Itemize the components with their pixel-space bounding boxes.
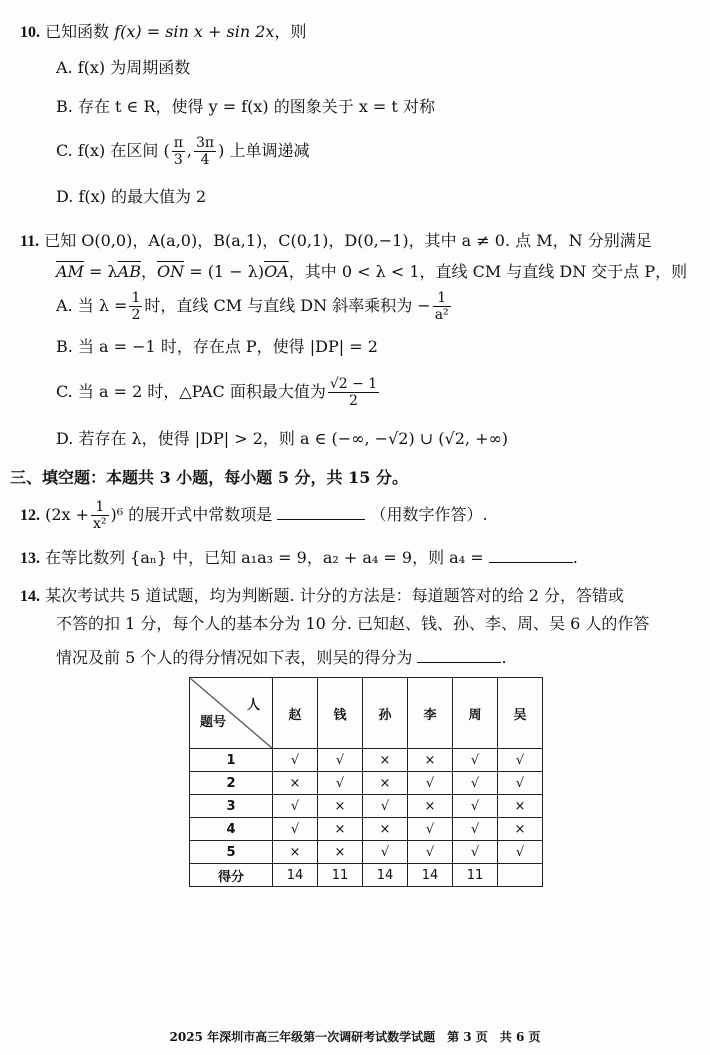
q11-option-c [56, 370, 381, 414]
q13-answer-blank[interactable] [489, 546, 573, 563]
q11-stem-line2 [56, 262, 687, 282]
table-row [190, 795, 543, 818]
q12-line [20, 496, 488, 535]
table-cell: √ [408, 818, 453, 841]
q14-line3-tail: . [501, 648, 507, 667]
table-row [190, 818, 543, 841]
q10-option-c-post: ) 上单调递减 [218, 141, 310, 160]
table-cell: × [318, 841, 363, 864]
q12-frac-den: x² [93, 516, 107, 532]
table-cell: × [363, 749, 408, 772]
table-score-row [190, 864, 543, 887]
page-footer: 2025 年深圳市高三年级第一次调研考试数学试题 第 3 页 共 6 页 [169, 1030, 541, 1044]
q10-option-a-text: f(x) 为周期函数 [77, 58, 191, 77]
q11-option-d-label: D. [56, 429, 74, 448]
table-score-cell [498, 864, 543, 887]
table-score-cell: 14 [363, 864, 408, 887]
table-row [190, 772, 543, 795]
q14-line2: 不答的扣 1 分，每个人的基本分为 10 分. 已知赵、钱、孙、李、周、吴 6 人的作答 [56, 614, 650, 633]
table-cell: √ [318, 749, 363, 772]
q11-stem-comma: ， [140, 262, 157, 281]
table-cell: × [408, 749, 453, 772]
q10-option-a [56, 58, 190, 78]
q11-stem-text: 已知 O(0,0)，A(a,0)，B(a,1)，C(0,1)，D(0,−1)，其中 a ≠ 0. 点 M，N 分别满足 [44, 231, 652, 250]
table-row-question-number: 2 [190, 772, 273, 795]
table-score-label: 得分 [190, 864, 273, 887]
q10-option-b-label: B. [56, 97, 73, 116]
q13-line [20, 546, 578, 569]
table-header-person: 李 [408, 678, 453, 749]
table-cell: √ [453, 795, 498, 818]
q13-number: 13. [20, 550, 40, 567]
q10-option-c-frac2-den: 4 [200, 152, 210, 168]
table-cell: √ [498, 772, 543, 795]
q11-option-d [56, 429, 508, 449]
q11-option-b [56, 337, 378, 357]
q12-frac [91, 499, 109, 532]
q11-vector-ab: $\overline{AB}$ [117, 262, 141, 281]
q11-stem-line1 [20, 231, 652, 252]
q10-option-c: C. f(x) 在区间 ( $\frac{\pi}{3}$ , $\frac{3\pi}{4}$ ) 上单调递减 [56, 135, 310, 168]
q10-option-b-text: 存在 t ∈ R，使得 y = f(x) 的图象关于 x = t 对称 [77, 97, 435, 116]
table-cell: × [273, 841, 318, 864]
q12-post: )⁶ 的展开式中常数项是 [110, 505, 273, 524]
table-cell: √ [498, 749, 543, 772]
q14-line3-text: 情况及前 5 个人的得分情况如下表，则吴的得分为 [56, 648, 413, 667]
q10-option-c-frac2-num: 3π [196, 135, 215, 151]
q12-answer-blank[interactable] [277, 503, 365, 520]
q14-line1-text: 某次考试共 5 道试题，均为判断题. 计分的方法是：每道题答对的给 2 分，答错或 [45, 586, 624, 605]
table-score-cell: 11 [453, 864, 498, 887]
table-header-person: 吴 [498, 678, 543, 749]
q11-stem-line2-tail: ，其中 0 < λ < 1，直线 CM 与直线 DN 交于点 P，则 [288, 262, 688, 281]
q11-option-a-frac1-den: 2 [131, 307, 141, 323]
q14-answer-blank[interactable] [417, 646, 501, 663]
q11-option-a-pre: 当 λ = [77, 296, 128, 315]
table-cell: √ [453, 772, 498, 795]
table-corner-person-label: 人 [246, 698, 260, 713]
q10-option-d [56, 187, 206, 207]
table-header-person: 周 [453, 678, 498, 749]
q10-option-c-pre: f(x) 在区间 ( [77, 141, 170, 160]
table-cell: √ [273, 749, 318, 772]
table-row-question-number: 1 [190, 749, 273, 772]
q12-frac-num: 1 [91, 499, 109, 516]
q11-option-c-label: C. [56, 382, 73, 401]
q11-vector-eq1: = λ [83, 262, 118, 281]
q11-option-a-frac2-num: 1 [433, 290, 451, 307]
table-cell: × [498, 818, 543, 841]
q11-option-a-frac1 [129, 290, 142, 323]
table-cell: × [273, 772, 318, 795]
table-row-question-number: 3 [190, 795, 273, 818]
table-cell: √ [453, 841, 498, 864]
table-cell: √ [408, 841, 453, 864]
table-cell: √ [453, 749, 498, 772]
table-header-person: 赵 [273, 678, 318, 749]
q11-option-d-text: 若存在 λ，使得 |DP| > 2，则 a ∈ (−∞, −√2) ∪ (√2, +∞) [78, 429, 509, 448]
q10-option-c-frac1 [172, 135, 185, 168]
table-score-cell: 11 [318, 864, 363, 887]
table-row [190, 749, 543, 772]
table-row [190, 841, 543, 864]
q11-option-c-pre: 当 a = 2 时，△PAC 面积最大值为 [77, 382, 326, 401]
q13-text: 在等比数列 {aₙ} 中，已知 a₁a₃ = 9，a₂ + a₄ = 9，则 a₄ = [45, 548, 484, 567]
q10-option-b [56, 97, 435, 117]
table-cell: √ [453, 818, 498, 841]
q10-option-a-label: A. [56, 58, 73, 77]
table-cell: √ [498, 841, 543, 864]
q11-option-a-mid: 时，直线 CM 与直线 DN 斜率乘积为 − [144, 296, 431, 315]
q11-option-a [56, 286, 453, 326]
q10-function: f(x) = sin x + sin 2x [114, 22, 275, 41]
table-row-question-number: 4 [190, 818, 273, 841]
table-cell: √ [363, 841, 408, 864]
q11-option-b-label: B. [56, 337, 73, 356]
table-cell: √ [318, 772, 363, 795]
q11-option-a-frac1-num: 1 [131, 290, 141, 306]
q10-stem-tail: ，则 [274, 22, 307, 41]
table-row-question-number: 5 [190, 841, 273, 864]
q11-option-a-label: A. [56, 296, 73, 315]
table-cell: √ [273, 818, 318, 841]
table-cell: √ [273, 795, 318, 818]
table-cell: √ [408, 772, 453, 795]
table-header-person: 孙 [363, 678, 408, 749]
table-cell: × [363, 772, 408, 795]
table-header-row [190, 678, 543, 749]
q10-option-c-label: C. [56, 141, 73, 160]
q12-tail: （用数字作答）. [370, 505, 488, 524]
table-score-cell: 14 [273, 864, 318, 887]
q14-number: 14. [20, 588, 40, 605]
q11-number: 11. [20, 233, 40, 250]
q12-number: 12. [20, 507, 40, 524]
table-cell: × [498, 795, 543, 818]
q11-vector-eq2: = (1 − λ) [184, 262, 265, 281]
table-corner-question-label: 题号 [200, 715, 227, 730]
table-score-cell: 14 [408, 864, 453, 887]
table-header-person: 钱 [318, 678, 363, 749]
table-corner-cell [190, 678, 273, 749]
q13-tail: . [572, 548, 578, 567]
q10-option-c-frac2 [194, 135, 216, 168]
table-cell: × [408, 795, 453, 818]
q11-vector-am: $\overline{AM}$ [56, 262, 84, 281]
table-cell: × [363, 818, 408, 841]
q10-stem [20, 22, 306, 43]
q12-pre: (2x + [45, 505, 90, 524]
q10-number: 10. [20, 24, 40, 41]
q10-option-d-label: D. [56, 187, 74, 206]
q11-option-c-frac [328, 376, 379, 409]
section-3-heading: 三、填空题：本题共 3 小题，每小题 5 分，共 15 分。 [10, 468, 408, 487]
q10-option-d-text: f(x) 的最大值为 2 [78, 187, 207, 206]
q11-option-c-frac-num: √2 − 1 [329, 376, 378, 392]
answer-score-table [189, 677, 543, 887]
q10-option-c-frac1-num: π [173, 135, 183, 151]
q10-stem-text: 已知函数 [45, 22, 110, 41]
q11-option-a-frac2-den: a² [434, 307, 449, 323]
q14-line1 [20, 586, 624, 607]
q11-option-a-frac2 [433, 290, 451, 323]
q11-vector-on: $\overline{ON}$ [156, 262, 185, 281]
q11-option-c-frac-den: 2 [349, 393, 358, 409]
q11-option-b-text: 当 a = −1 时，存在点 P，使得 |DP| = 2 [77, 337, 378, 356]
q14-line3 [56, 646, 507, 668]
q11-vector-oa: $\overline{OA}$ [264, 262, 289, 281]
table-cell: × [318, 795, 363, 818]
q10-option-c-frac1-den: 3 [173, 152, 183, 168]
table-cell: × [318, 818, 363, 841]
table-cell: √ [363, 795, 408, 818]
